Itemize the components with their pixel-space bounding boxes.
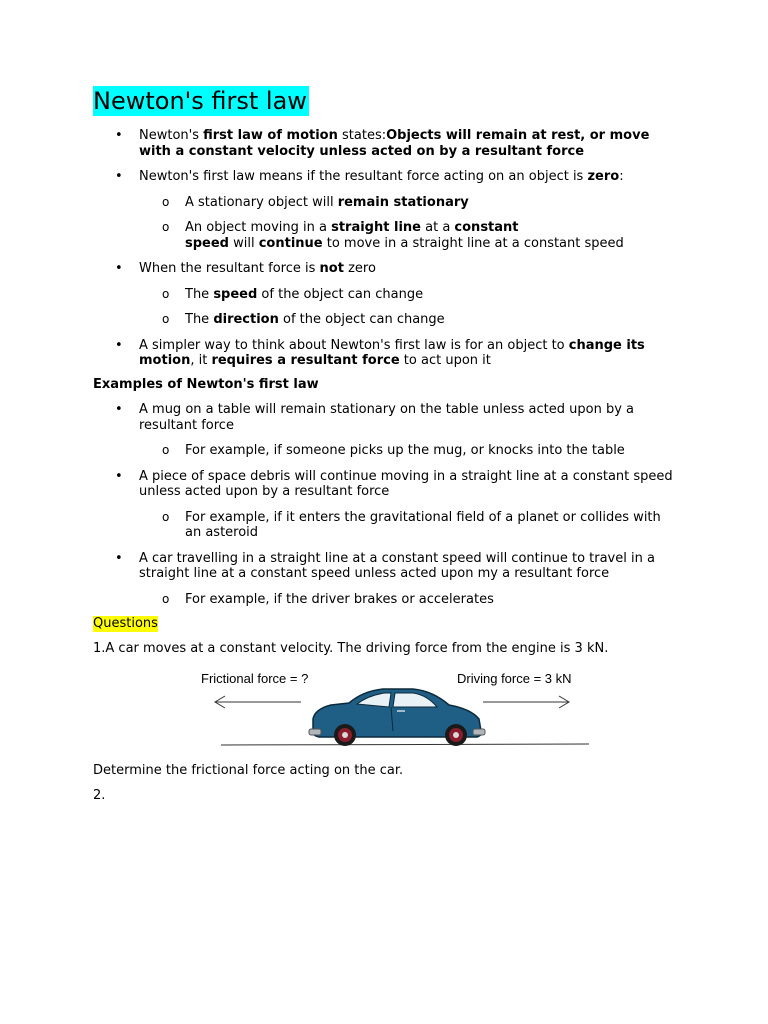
text: Newton's xyxy=(139,128,204,143)
sub-bullet-glyph: o xyxy=(162,509,170,524)
sublist xyxy=(93,443,683,459)
list-line xyxy=(185,287,683,303)
bullet-glyph: • xyxy=(115,402,123,417)
text: When the resultant force is xyxy=(139,261,320,276)
sub-bullet-glyph: o xyxy=(162,220,170,234)
list-line xyxy=(185,312,683,328)
sublist-item xyxy=(93,510,683,541)
sub-bullet-glyph: o xyxy=(162,312,170,326)
text: zero xyxy=(343,261,376,276)
bold-text: first law of motion xyxy=(203,128,338,143)
sublist-item xyxy=(93,287,683,303)
list-line: For example, if it enters the gravitational field of a planet or collides with xyxy=(185,509,661,525)
text: An object moving in a xyxy=(185,220,332,235)
text: to act upon it xyxy=(399,353,491,368)
question-2: 2. xyxy=(93,788,106,803)
list-line: A piece of space debris will continue moving in a straight line at a constant speed xyxy=(139,468,673,484)
frictional-force-arrow xyxy=(215,696,301,708)
bullet-glyph: • xyxy=(115,337,123,353)
bullet-glyph: • xyxy=(115,128,123,143)
text: will xyxy=(228,235,259,251)
list-line xyxy=(185,220,683,236)
list-item xyxy=(93,469,683,500)
list-line: For example, if the driver brakes or accelerates xyxy=(185,591,494,607)
examples-list-cont xyxy=(93,469,683,500)
bold-text: remain stationary xyxy=(337,194,469,210)
text: , it xyxy=(190,353,212,368)
sublist-item xyxy=(93,592,683,608)
bold-text: continue xyxy=(258,235,323,251)
examples-heading: Examples of Newton's first law xyxy=(93,376,319,392)
list-line: For example, if someone picks up the mug, or knocks into the table xyxy=(185,443,625,458)
bold-text: requires a resultant force xyxy=(211,353,400,368)
list-line: straight line at a constant speed unless acted upon my a resultant force xyxy=(139,566,610,581)
list-line xyxy=(139,128,683,144)
car-force-diagram xyxy=(201,671,601,751)
page-title: Newton's first law xyxy=(93,87,307,115)
list-line: unless acted upon by a resultant force xyxy=(139,484,390,499)
list-item xyxy=(93,128,683,159)
sublist xyxy=(93,195,683,252)
text: of the object can change xyxy=(278,312,445,327)
question-1: 1.A car moves at a constant velocity. The driving force from the engine is 3 kN. xyxy=(93,641,609,656)
intro-list-cont xyxy=(93,338,683,369)
list-line xyxy=(139,261,683,277)
list-line xyxy=(139,338,683,354)
sublist xyxy=(93,510,683,541)
ground-line xyxy=(221,744,589,745)
bold-text: Objects will remain at rest, or move xyxy=(386,128,650,143)
bold-text: not xyxy=(319,261,344,276)
bold-text: straight line xyxy=(331,220,421,235)
list-line: A car travelling in a straight line at a constant speed will continue to travel in a xyxy=(139,550,655,566)
list-line: an asteroid xyxy=(185,525,259,540)
questions-label: Questions xyxy=(93,616,158,631)
document-page xyxy=(93,86,683,804)
bold-text: direction xyxy=(213,312,279,327)
car-icon xyxy=(309,689,485,746)
sublist-item xyxy=(93,195,683,211)
text: : xyxy=(619,169,624,184)
list-item xyxy=(93,551,683,582)
driving-force-arrow xyxy=(483,696,569,708)
text: The xyxy=(185,286,214,302)
sub-bullet-glyph: o xyxy=(162,286,170,301)
diagram-graphics xyxy=(201,671,601,751)
question-1-prompt: Determine the frictional force acting on the car. xyxy=(93,763,404,778)
list-item xyxy=(93,402,683,433)
text: to move in a straight line at a constant speed xyxy=(322,235,624,251)
list-item xyxy=(93,169,683,185)
sublist-item xyxy=(93,220,683,251)
sub-bullet-glyph: o xyxy=(162,194,170,209)
driving-force-label: Driving force = 3 kN xyxy=(457,671,572,686)
sublist-item xyxy=(93,312,683,328)
list-line xyxy=(139,353,683,369)
text: A stationary object will xyxy=(185,194,338,210)
sublist xyxy=(93,287,683,328)
examples-list-cont xyxy=(93,551,683,582)
bold-text: motion xyxy=(139,353,191,368)
list-line: A mug on a table will remain stationary on the table unless acted upon by a xyxy=(139,402,635,417)
examples-list xyxy=(93,402,683,433)
text: A simpler way to think about Newton's first law is for an object to xyxy=(139,337,569,353)
sub-bullet-glyph: o xyxy=(162,591,170,606)
bold-text: constant xyxy=(454,220,519,235)
bold-text: speed xyxy=(185,235,229,251)
text: Newton's first law means if the resultant force acting on an object is xyxy=(139,169,588,184)
bullet-glyph: • xyxy=(115,169,123,184)
bullet-glyph: • xyxy=(115,261,123,276)
bold-text: with a constant velocity unless acted on by a resultant force xyxy=(139,143,585,159)
list-line: resultant force xyxy=(139,417,234,433)
sublist xyxy=(93,592,683,608)
bold-text: change its xyxy=(568,337,645,353)
questions-label-row xyxy=(93,616,683,632)
text: at a xyxy=(420,220,455,235)
bullet-glyph: • xyxy=(115,550,123,566)
title-wrap xyxy=(93,86,683,118)
list-line xyxy=(139,169,683,185)
list-item xyxy=(93,338,683,369)
text: states: xyxy=(337,128,387,143)
list-item xyxy=(93,261,683,277)
bold-text: zero xyxy=(587,169,620,184)
text: of the object can change xyxy=(257,286,424,302)
list-line xyxy=(185,195,683,211)
list-line xyxy=(185,236,683,252)
sub-bullet-glyph: o xyxy=(162,443,170,457)
text: The xyxy=(185,312,214,327)
bold-text: speed xyxy=(213,286,258,302)
intro-list-cont xyxy=(93,261,683,277)
sublist-item xyxy=(93,443,683,459)
intro-list xyxy=(93,128,683,185)
bullet-glyph: • xyxy=(115,468,123,484)
frictional-force-label: Frictional force = ? xyxy=(201,671,309,686)
